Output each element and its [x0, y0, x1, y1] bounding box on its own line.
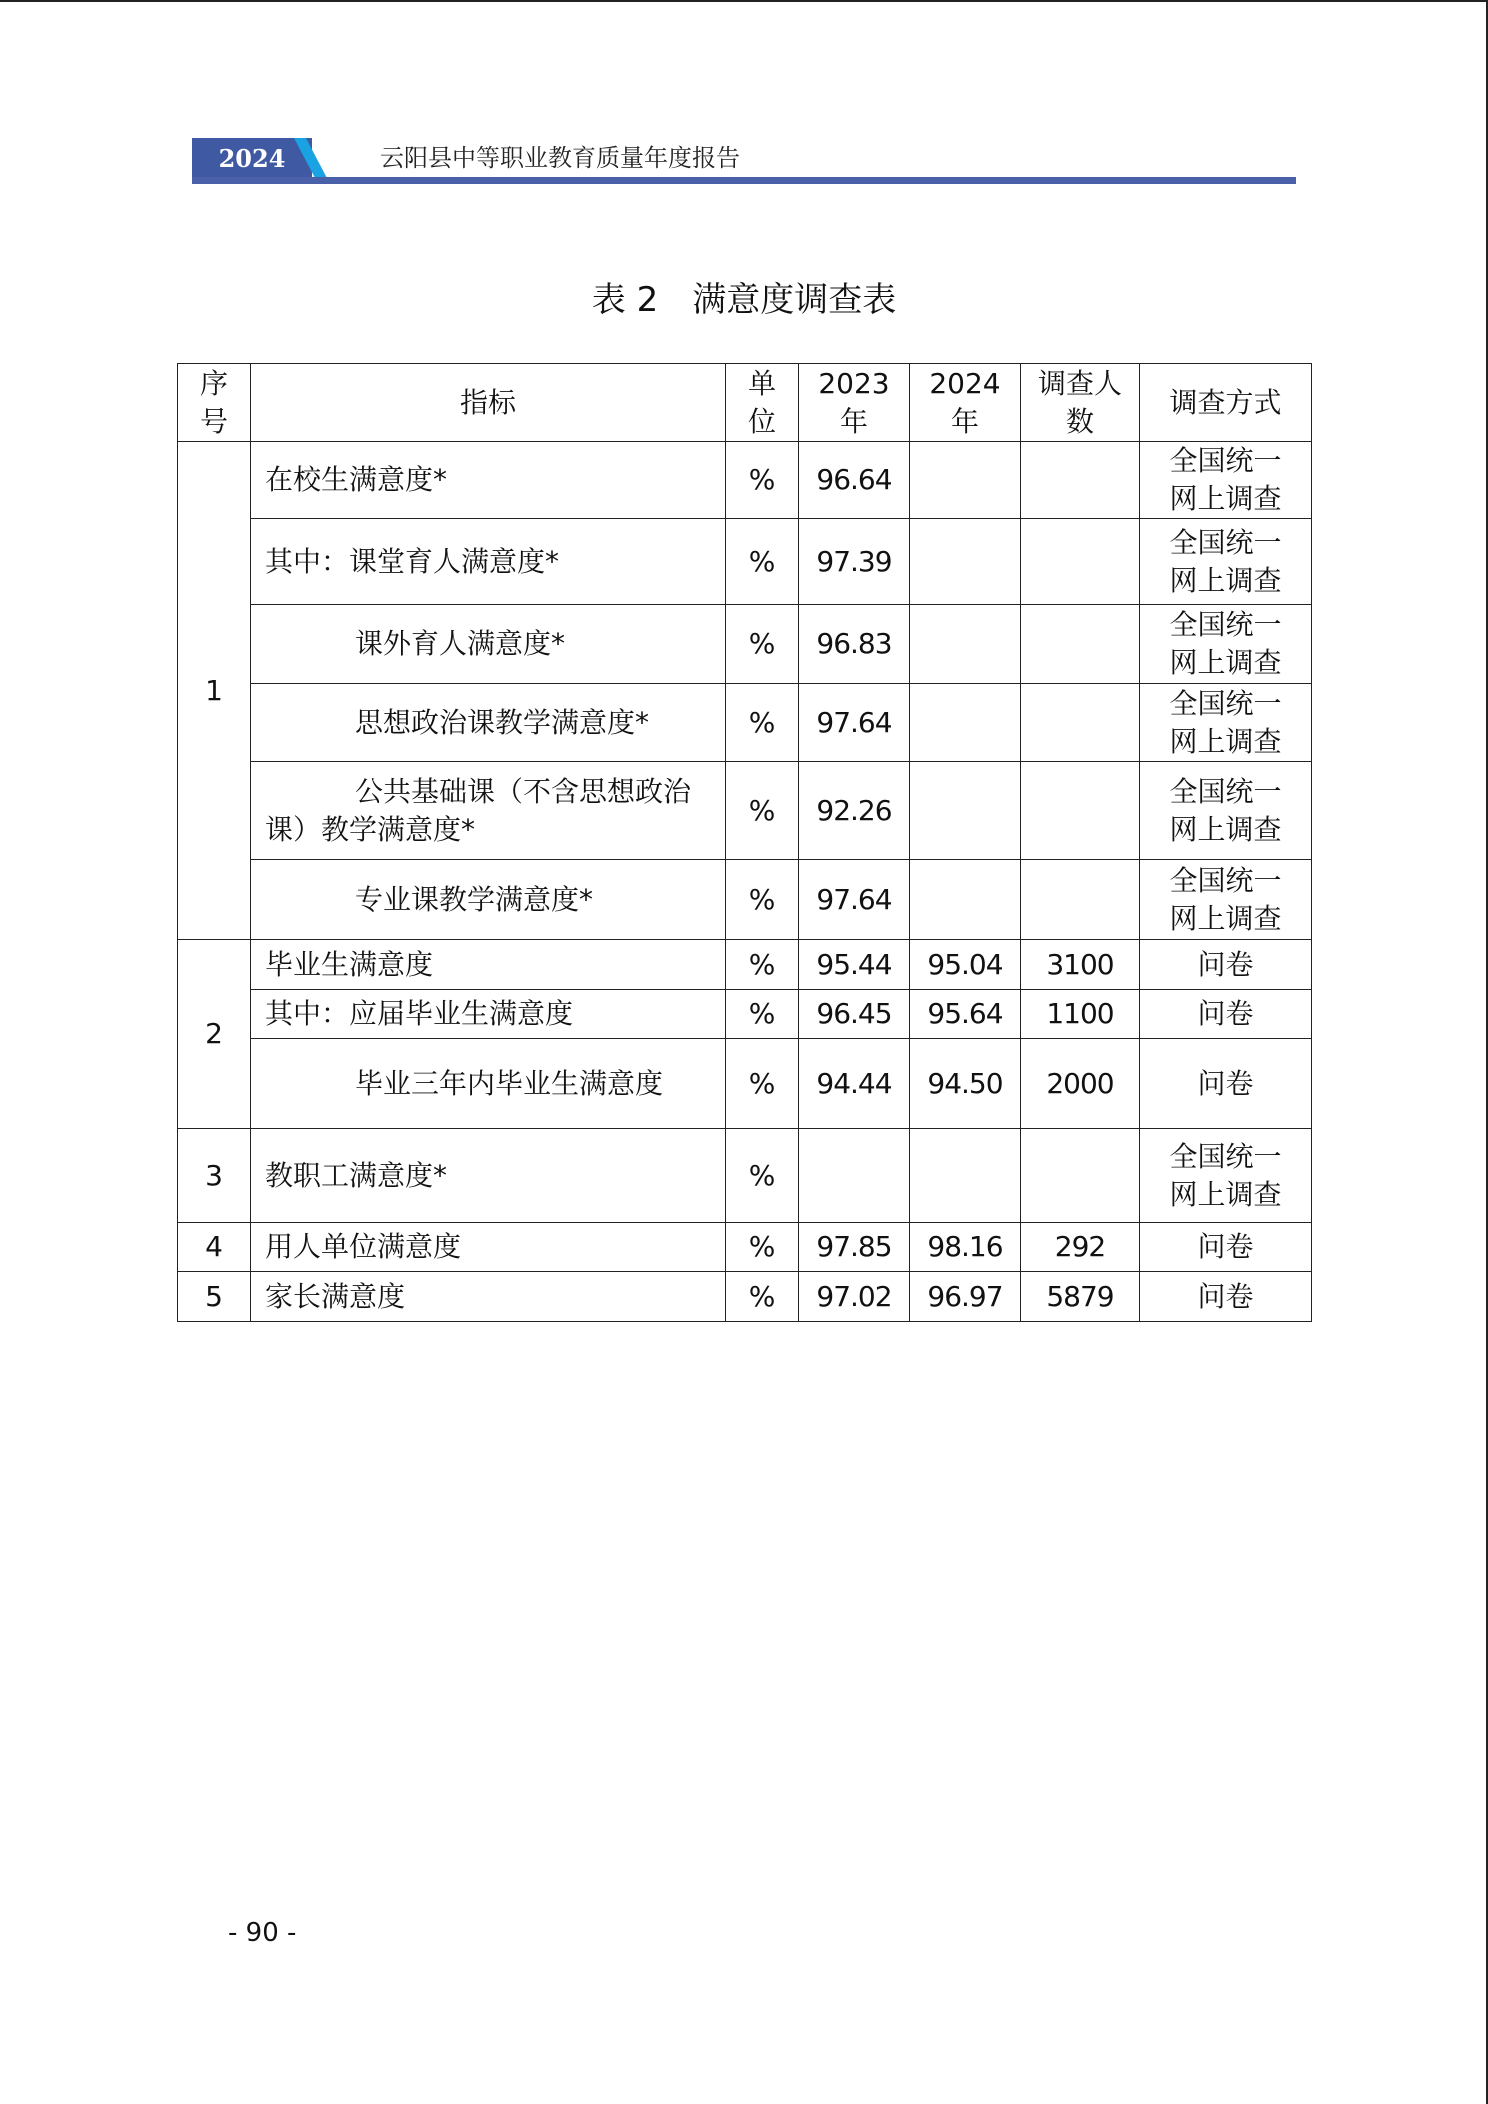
respondents-cell — [1021, 860, 1140, 940]
col-header-method: 调查方式 — [1140, 364, 1312, 442]
group-number: 4 — [178, 1223, 251, 1272]
table-row — [178, 762, 1312, 860]
header-rule — [192, 177, 1296, 184]
value-2024-cell: 96.97 — [910, 1272, 1021, 1322]
value-2024-cell — [910, 442, 1021, 519]
indicator-cell: 用人单位满意度 — [251, 1223, 726, 1272]
value-2023-cell: 96.83 — [799, 605, 910, 684]
table-row — [178, 442, 1312, 519]
col-header-2024: 2024 年 — [910, 364, 1021, 442]
respondents-cell: 292 — [1021, 1223, 1140, 1272]
group-number: 3 — [178, 1129, 251, 1223]
header-year-badge: 2024 — [192, 138, 312, 180]
indicator-cell: 毕业生满意度 — [251, 940, 726, 990]
table-row — [178, 940, 1312, 990]
col-header-2023: 2023 年 — [799, 364, 910, 442]
table-row — [178, 684, 1312, 762]
value-2024-cell — [910, 1129, 1021, 1223]
table-row — [178, 1039, 1312, 1129]
method-cell: 全国统一 网上调查 — [1140, 684, 1312, 762]
value-2023-cell: 97.39 — [799, 519, 910, 605]
value-2024-cell: 94.50 — [910, 1039, 1021, 1129]
header-report-title: 云阳县中等职业教育质量年度报告 — [380, 144, 740, 172]
col-header-seq: 序 号 — [178, 364, 251, 442]
unit-cell: % — [726, 762, 799, 860]
unit-cell: % — [726, 1272, 799, 1322]
table-row — [178, 860, 1312, 940]
indicator-cell: 毕业三年内毕业生满意度 — [251, 1039, 726, 1129]
unit-cell: % — [726, 1039, 799, 1129]
value-2023-cell: 94.44 — [799, 1039, 910, 1129]
respondents-cell — [1021, 605, 1140, 684]
method-cell: 全国统一 网上调查 — [1140, 442, 1312, 519]
method-cell: 问卷 — [1140, 1223, 1312, 1272]
respondents-cell — [1021, 519, 1140, 605]
value-2023-cell: 97.02 — [799, 1272, 910, 1322]
value-2024-cell — [910, 605, 1021, 684]
respondents-cell: 3100 — [1021, 940, 1140, 990]
table-row — [178, 1272, 1312, 1322]
col-header-respondents: 调查人 数 — [1021, 364, 1140, 442]
col-header-unit: 单 位 — [726, 364, 799, 442]
unit-cell: % — [726, 1223, 799, 1272]
respondents-cell — [1021, 442, 1140, 519]
unit-cell: % — [726, 684, 799, 762]
method-cell: 全国统一 网上调查 — [1140, 605, 1312, 684]
value-2024-cell — [910, 684, 1021, 762]
respondents-cell: 1100 — [1021, 990, 1140, 1039]
method-cell: 全国统一 网上调查 — [1140, 762, 1312, 860]
col-header-indicator: 指标 — [251, 364, 726, 442]
method-cell: 问卷 — [1140, 990, 1312, 1039]
table-row — [178, 990, 1312, 1039]
value-2024-cell: 95.04 — [910, 940, 1021, 990]
group-number: 1 — [178, 442, 251, 940]
value-2023-cell: 97.64 — [799, 684, 910, 762]
satisfaction-survey-table — [177, 363, 1312, 1322]
group-number: 2 — [178, 940, 251, 1129]
value-2024-cell — [910, 519, 1021, 605]
method-cell: 全国统一 网上调查 — [1140, 1129, 1312, 1223]
respondents-cell: 2000 — [1021, 1039, 1140, 1129]
unit-cell: % — [726, 940, 799, 990]
unit-cell: % — [726, 860, 799, 940]
table-header-row — [178, 364, 1312, 442]
value-2024-cell: 95.64 — [910, 990, 1021, 1039]
value-2024-cell — [910, 860, 1021, 940]
respondents-cell — [1021, 762, 1140, 860]
table-title: 表 2 满意度调查表 — [591, 280, 897, 320]
value-2024-cell: 98.16 — [910, 1223, 1021, 1272]
table-row — [178, 1129, 1312, 1223]
method-cell: 问卷 — [1140, 940, 1312, 990]
indicator-cell: 专业课教学满意度* — [251, 860, 726, 940]
value-2023-cell: 96.64 — [799, 442, 910, 519]
table-row — [178, 605, 1312, 684]
respondents-cell — [1021, 684, 1140, 762]
method-cell: 全国统一 网上调查 — [1140, 519, 1312, 605]
method-cell: 问卷 — [1140, 1039, 1312, 1129]
method-cell: 问卷 — [1140, 1272, 1312, 1322]
value-2023-cell — [799, 1129, 910, 1223]
page-number: - 90 - — [228, 1918, 297, 1948]
respondents-cell: 5879 — [1021, 1272, 1140, 1322]
table-row — [178, 519, 1312, 605]
method-cell: 全国统一 网上调查 — [1140, 860, 1312, 940]
respondents-cell — [1021, 1129, 1140, 1223]
indicator-cell: 教职工满意度* — [251, 1129, 726, 1223]
unit-cell: % — [726, 990, 799, 1039]
unit-cell: % — [726, 442, 799, 519]
value-2023-cell: 92.26 — [799, 762, 910, 860]
unit-cell: % — [726, 519, 799, 605]
value-2023-cell: 97.85 — [799, 1223, 910, 1272]
unit-cell: % — [726, 605, 799, 684]
indicator-cell: 公共基础课（不含思想政治课）教学满意度* — [251, 762, 726, 860]
value-2023-cell: 96.45 — [799, 990, 910, 1039]
unit-cell: % — [726, 1129, 799, 1223]
value-2023-cell: 95.44 — [799, 940, 910, 990]
indicator-cell: 家长满意度 — [251, 1272, 726, 1322]
value-2024-cell — [910, 762, 1021, 860]
indicator-cell: 课外育人满意度* — [251, 605, 726, 684]
indicator-cell: 其中：课堂育人满意度* — [251, 519, 726, 605]
table-row — [178, 1223, 1312, 1272]
value-2023-cell: 97.64 — [799, 860, 910, 940]
indicator-cell: 其中：应届毕业生满意度 — [251, 990, 726, 1039]
indicator-cell: 思想政治课教学满意度* — [251, 684, 726, 762]
group-number: 5 — [178, 1272, 251, 1322]
indicator-cell: 在校生满意度* — [251, 442, 726, 519]
